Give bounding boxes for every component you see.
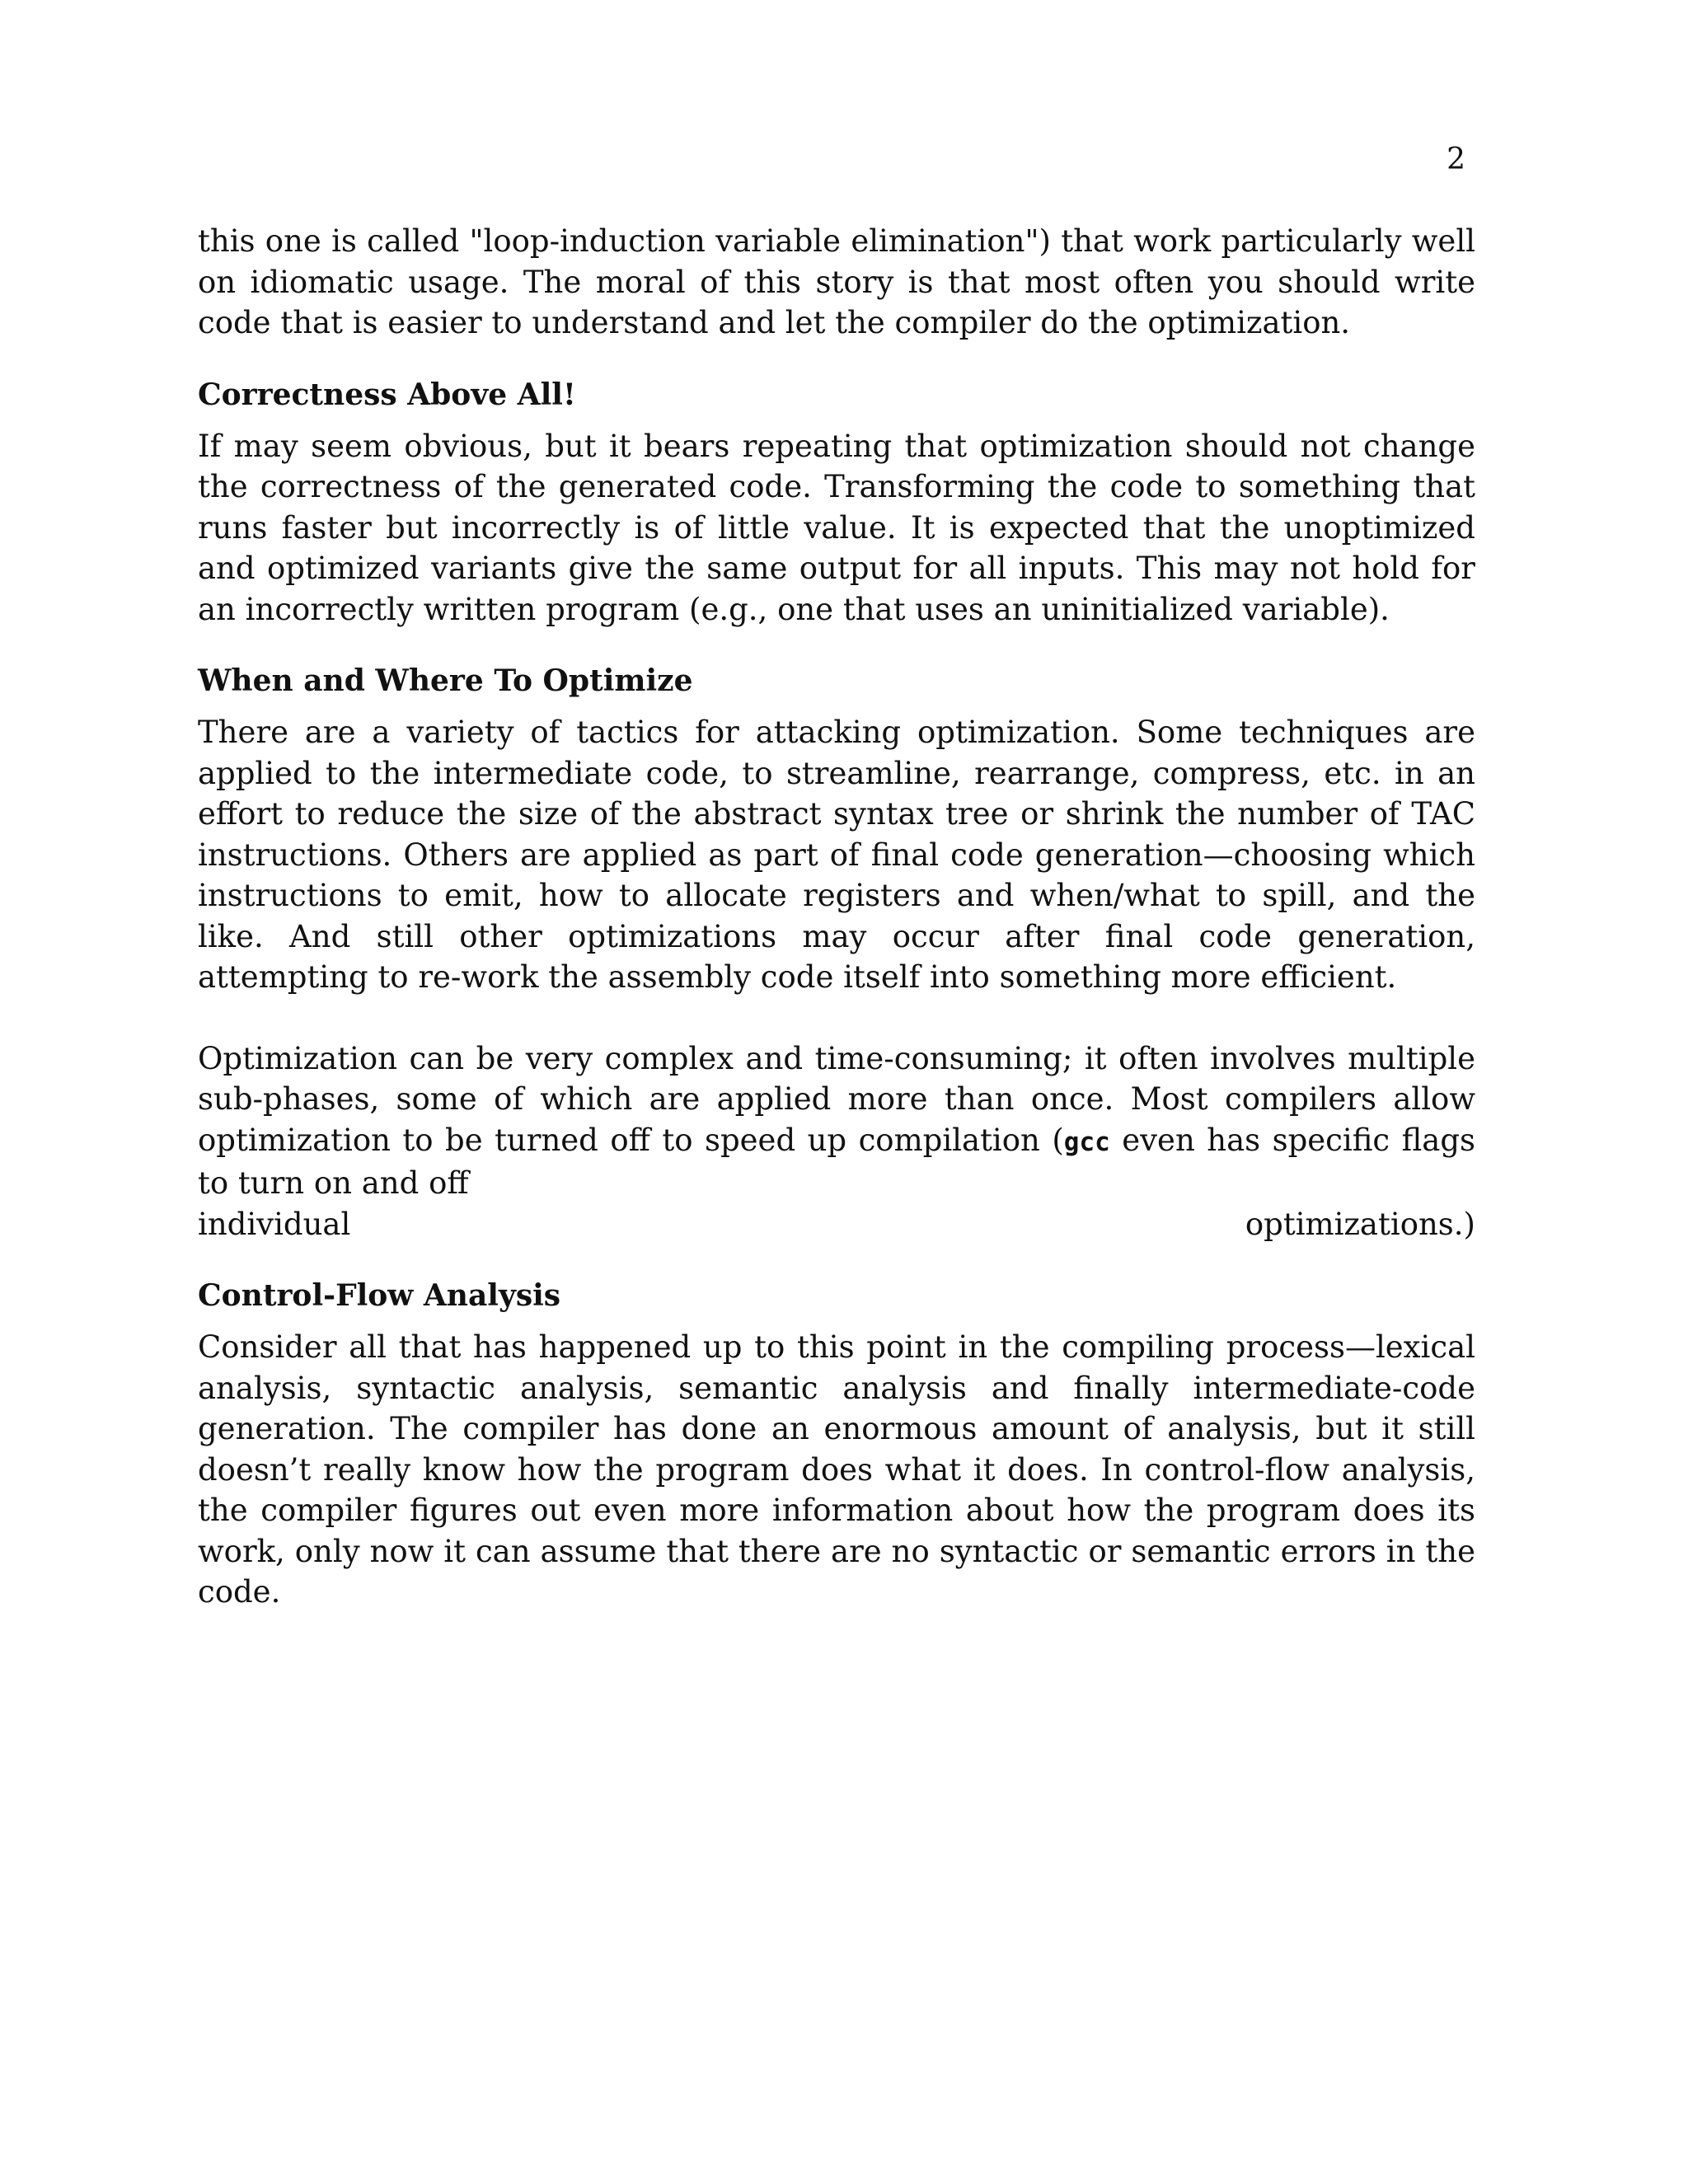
control-flow-paragraph: Consider all that has happened up to this point in the compiling process—lexical analysis, syntactic analysis, semantic analysis and finally intermediate-code generation. The compiler has done an enormous amount of analysis, but it still doesn’t really know how the program does what it does. In control-flow analysis, the compiler figures out even more information about how the program does its work, only now it can assume that there are no syntactic or semantic errors in the code. — [198, 1329, 1475, 1610]
page-number: 2 — [1447, 143, 1465, 176]
section-correctness — [198, 377, 1475, 630]
section-heading-control-flow: Control-Flow Analysis — [198, 1278, 561, 1313]
when-where-paragraph-1: There are a variety of tactics for attacking optimization. Some techniques are applied to the intermediate code, to streamline, rearrange, compress, etc. in an effort to reduce the size of the abstract syntax tree or shrink the number of TAC instructions. Others are applied as part of final code generation—choosing which instructions to emit, how to allocate registers and when/what to spill, and the like. And still other optimizations may occur after final code generation, attempting to re-work the assembly code itself into something more efficient. — [198, 715, 1475, 995]
section-heading-correctness: Correctness Above All! — [198, 377, 576, 412]
correctness-paragraph: If may seem obvious, but it bears repeating that optimization should not change the correctness of the generated code. Transforming the code to something that runs faster but incorrectly is of little value. It is expected that the unoptimized and optimized variants give the same output for all inputs. This may not hold for an incorrectly written program (e.g., one that uses an uninitialized variable). — [198, 428, 1475, 627]
last-line-right: optimizations.) — [1245, 1206, 1475, 1242]
paragraph-text: Optimization can be very complex and time-consuming; it often involves multiple sub-phases, some of which are applied more than once. Most compilers allow optimization to be turned off to speed up compilation ( — [198, 1040, 1475, 1158]
page-content — [198, 221, 1475, 1613]
last-line-left: individual — [198, 1206, 351, 1242]
when-where-last-line — [198, 1204, 1475, 1245]
section-when-where — [198, 663, 1475, 1244]
inline-code-gcc: gcc — [1063, 1127, 1110, 1157]
when-where-paragraph-2 — [198, 1038, 1475, 1204]
intro-paragraph: this one is called "loop-induction variable elimination") that work particularly well on idiomatic usage. The moral of this story is that most often you should write code that is easier to understand and let the compiler do the optimization. — [198, 223, 1475, 340]
section-control-flow — [198, 1277, 1475, 1613]
paragraph-text: even has specific flags to turn on and off — [198, 1122, 1475, 1201]
section-heading-when-where: When and Where To Optimize — [198, 663, 693, 698]
